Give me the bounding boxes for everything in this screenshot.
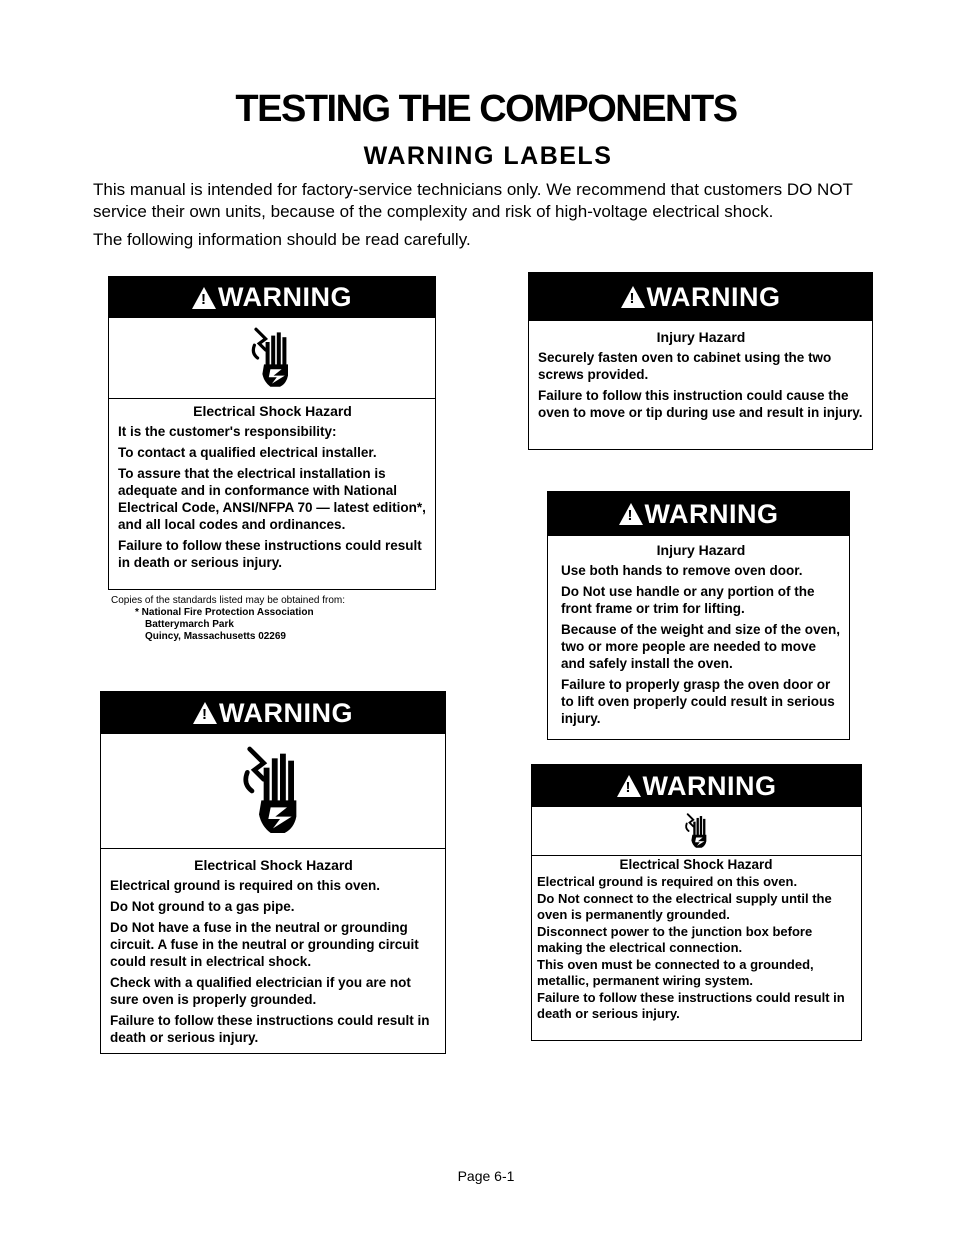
electric-shock-hand-icon (248, 326, 296, 390)
warning-text (548, 536, 849, 737)
warning-line: It is the customer's responsibility: (118, 424, 337, 439)
warning-line: Failure to follow these instructions could result in death or serious injury. (110, 1013, 430, 1045)
warning-text (109, 399, 435, 581)
warning-banner: ! WARNING (548, 492, 849, 536)
intro-note: The following information should be read carefully. (93, 230, 471, 249)
warning-line: To contact a qualified electrical installer. (118, 445, 377, 460)
page-title: TESTING THE COMPONENTS (235, 88, 737, 130)
intro-paragraph: This manual is intended for factory-service technicians only. We recommend that customers DO NOT service their own units, because of the complexity and risk of high-voltage electrical shock. (93, 180, 853, 221)
warning-text (532, 856, 861, 1027)
footnote-org: * National Fire Protection Association (135, 607, 314, 618)
warning-triangle-icon: ! (193, 702, 217, 724)
warning-text (529, 321, 872, 431)
warning-banner: ! WARNING (109, 277, 435, 318)
warning-line: Electrical ground is required on this oven. (110, 878, 381, 893)
warning-label-electrical-ground (100, 691, 446, 1054)
warning-line: Check with a qualified electrician if you are not sure oven is properly grounded. (110, 975, 411, 1007)
footnote-street: Batterymarch Park (145, 619, 234, 630)
warning-line: Do Not ground to a gas pipe. (110, 899, 295, 914)
page-number: Page 6-1 (457, 1168, 515, 1184)
warning-banner: ! WARNING (101, 692, 445, 734)
hazard-title: Injury Hazard (656, 542, 746, 558)
warning-line: Failure to follow these instructions could result in death or serious injury. (537, 990, 845, 1021)
warning-label-electrical-installation (108, 276, 436, 590)
warning-triangle-icon: ! (617, 775, 641, 797)
warning-line: Because of the weight and size of the oven, two or more people are needed to move and safely install the oven. (561, 622, 841, 671)
warning-line: Do Not use handle or any portion of the front frame or trim for lifting. (561, 584, 815, 616)
warning-triangle-icon: ! (619, 503, 643, 525)
hazard-title: Electrical Shock Hazard (619, 857, 773, 872)
warning-line: To assure that the electrical installation is adequate and in conformance with National Electrical Code, ANSI/NFPA 70 — latest edition*, and all local codes and ordinances. (118, 466, 426, 532)
warning-triangle-icon: ! (192, 287, 216, 309)
warning-banner: ! WARNING (529, 273, 872, 321)
warning-text (101, 849, 445, 1056)
warning-line: Use both hands to remove oven door. (561, 563, 803, 578)
footnote-city: Quincy, Massachusetts 02269 (145, 631, 286, 642)
shock-hazard-icon-area (532, 807, 861, 856)
section-title: WARNING LABELS (363, 142, 613, 170)
warning-label-remove-door (547, 491, 850, 740)
shock-hazard-icon-area (109, 318, 435, 399)
warning-line: Failure to properly grasp the oven door or to lift oven properly could result in serious injury. (561, 677, 835, 726)
warning-line: Do Not connect to the electrical supply until the oven is permanently grounded. (537, 891, 832, 922)
hazard-title: Electrical Shock Hazard (194, 857, 353, 873)
footnote-intro: Copies of the standards listed may be obtained from: (111, 595, 346, 606)
warning-line: Failure to follow these instructions could result in death or serious injury. (118, 538, 422, 570)
warning-line: Securely fasten oven to cabinet using the two screws provided. (538, 350, 832, 382)
electric-shock-hand-icon (683, 812, 711, 850)
hazard-title: Injury Hazard (656, 329, 746, 345)
warning-line: Disconnect power to the junction box before making the electrical connection. (537, 924, 813, 955)
electric-shock-hand-icon (238, 743, 308, 839)
warning-banner: ! WARNING (532, 765, 861, 807)
warning-label-fasten-oven (528, 272, 873, 450)
standards-footnote (111, 595, 441, 643)
shock-hazard-icon-area (101, 734, 445, 849)
hazard-title: Electrical Shock Hazard (193, 403, 352, 419)
warning-triangle-icon: ! (621, 286, 645, 308)
warning-line: This oven must be connected to a grounded, metallic, permanent wiring system. (537, 957, 814, 988)
warning-line: Failure to follow this instruction could cause the oven to move or tip during use and result in injury. (538, 388, 863, 420)
warning-line: Do Not have a fuse in the neutral or grounding circuit. A fuse in the neutral or grounding circuit could result in electrical shock. (110, 920, 419, 969)
warning-line: Electrical ground is required on this oven. (537, 873, 798, 889)
warning-label-permanent-ground (531, 764, 862, 1041)
